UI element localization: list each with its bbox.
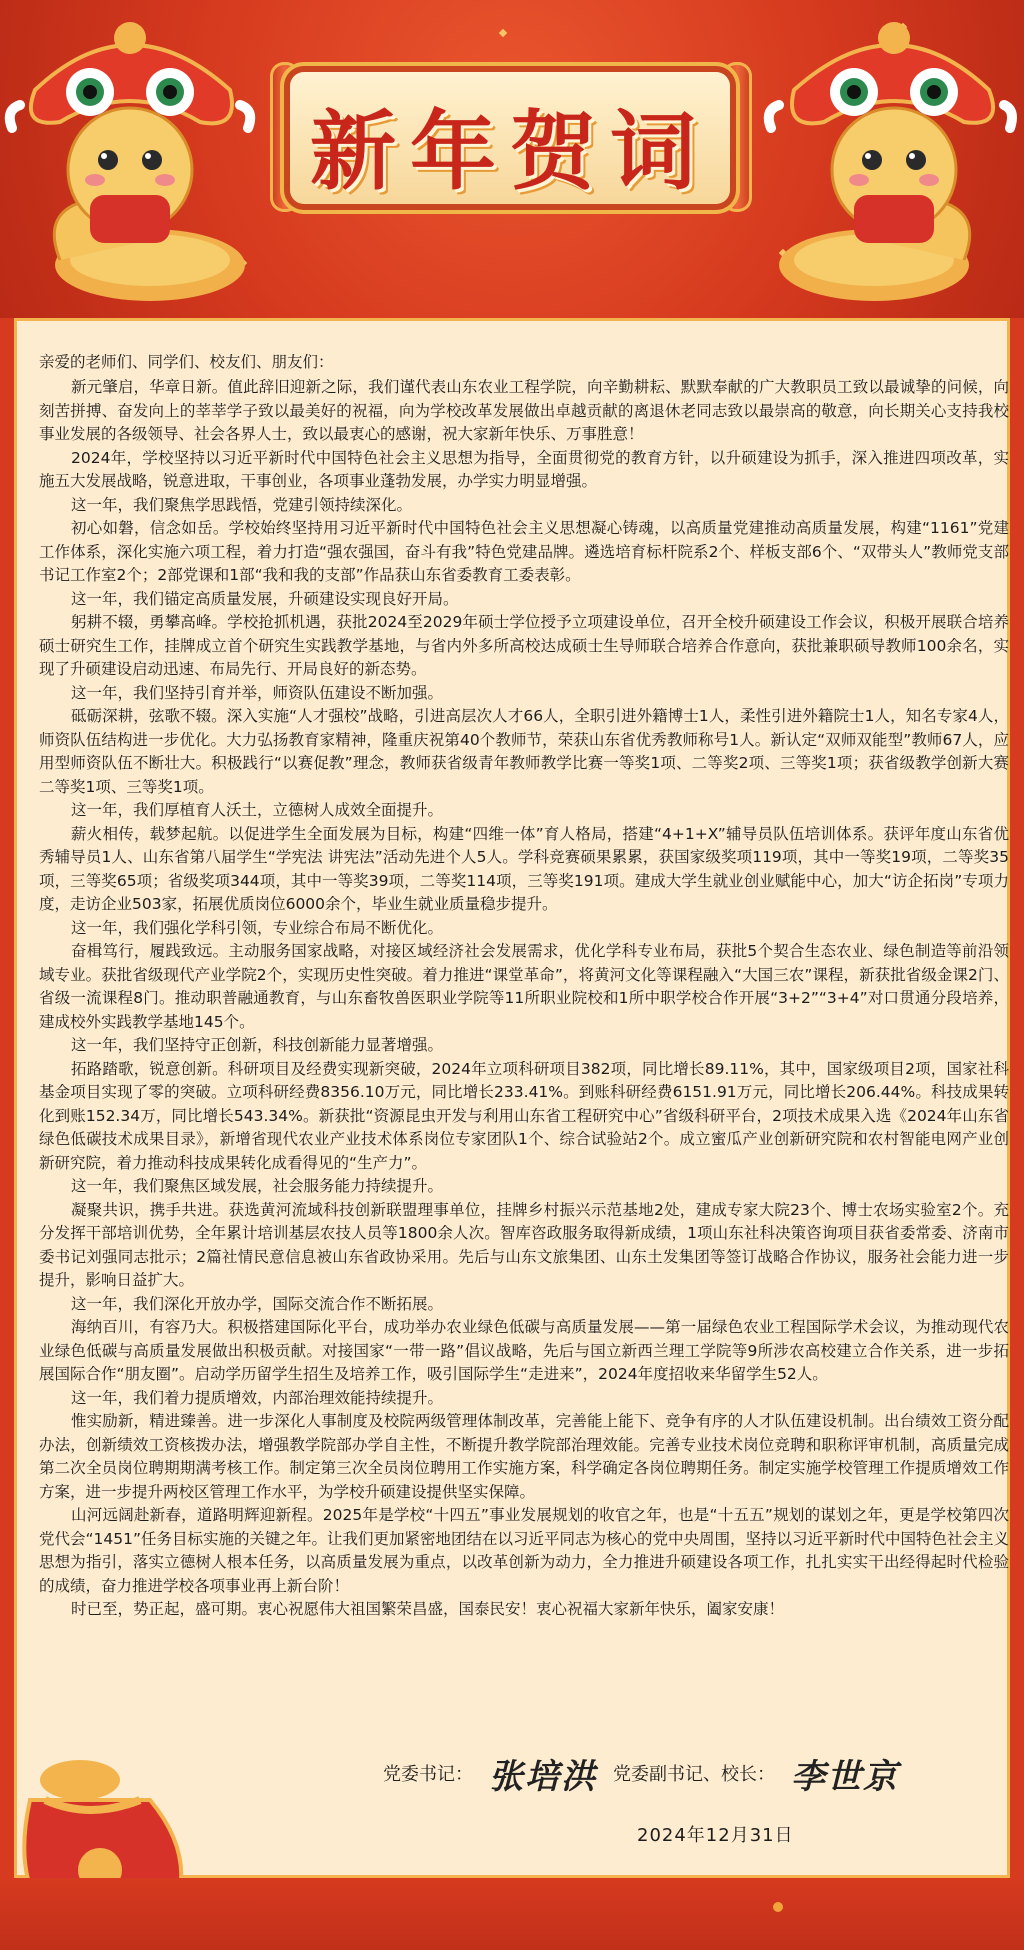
secretary-signature: 张培洪 <box>489 1756 597 1797</box>
section-heading: 这一年，我们强化学科引领，专业综合布局不断优化。 <box>71 918 444 937</box>
section-heading: 这一年，我们聚焦区域发展，社会服务能力持续提升。 <box>71 1177 444 1195</box>
letter-paragraph: 躬耕不辍，勇攀高峰。学校抢抓机遇，获批2024至2029年硕士学位授予立项建设单位，召开全校升硕建设工作会议，积极开展联合培养硕士研究生工作，挂牌成立首个研究生实践教学基地，与省内外多所高校达成硕士生导师联合培养合作意向，获批兼职硕导教师100余名，实现了升硕建设启动迅速、布局先行、开局良好的新态势。 <box>39 613 1009 678</box>
letter-paragraph: 拓路踏歌，锐意创新。科研项目及经费实现新突破，2024年立项科研项目382项，同比增长89.11%，其中，国家级项目2项，国家社科基金项目实现了零的突破。立项科研经费8356.10万元，同比增长233.41%。到账科研经费6151.91万元，同比增长206.44%。科技成果转化到账152.34万，同比增长543.34%。新获批“资源昆虫开发与利用山东省工程研究中心”省级科研平台，2项技术成果入选《2024年山东省绿色低碳技术成果目录》，新增省现代农业产业技术体系岗位专家团队1个、综合试验站2个。成立蜜瓜产业创新研究院和农村智能电网产业创新研究院，着力推动科技成果转化成看得见的“生产力”。 <box>39 1059 1009 1172</box>
letter-paragraph: 奋楫笃行，履践致远。主动服务国家战略，对接区域经济社会发展需求，优化学科专业布局，获批5个契合生态农业、绿色制造等前沿领域专业。获批省级现代产业学院2个，实现历史性突破。着力推进“课堂革命”，将黄河文化等课程融入“大国三农”课程，新获批省级金课2门、省级一流课程8门。推动职普融通教育，与山东畜牧兽医职业学院等11所职业院校和1所中职学校合作开展“3+2”“3+4”对口贯通分段培养，建成校外实践教学基地145个。 <box>39 942 1009 1031</box>
signature-row <box>383 1743 1003 1803</box>
letter-paragraph: 惟实励新，精进臻善。进一步深化人事制度及校院两级管理体制改革，完善能上能下、竞争有序的人才队伍建设机制。出台绩效工资分配办法，创新绩效工资核拨办法，增强教学院部办学自主性，不断提升教学院部治理效能。完善专业技术岗位竞聘和职称评审机制，高质量完成第二次全员岗位聘期期满考核工作。制定第三次全员岗位聘用工作实施方案，科学确定各岗位聘期任务。制定实施学校管理工作提质增效工作方案，进一步提升两校区管理工作水平，为学校升硕建设提供坚实保障。 <box>39 1412 1009 1501</box>
letter-paragraph: 初心如磐，信念如岳。学校始终坚持用习近平新时代中国特色社会主义思想凝心铸魂，以高质量党建推动高质量发展，构建“1161”党建工作体系，深化实施六项工程，着力打造“强农强国，奋斗有我”特色党建品牌。遴选培育标杆院系2个、样板支部6个、“双带头人”教师党支部书记工作室2个；2部党课和1部“我和我的支部”作品获山东省委教育工委表彰。 <box>39 519 1009 584</box>
letter-paragraph: 新元肇启，华章日新。值此辞旧迎新之际，我们谨代表山东农业工程学院，向辛勤耕耘、默默奉献的广大教职员工致以最诚挚的问候，向刻苦拼搏、奋发向上的莘莘学子致以最美好的祝福，向为学校改革发展做出卓越贡献的离退休老同志致以最崇高的敬意，向长期关心支持我校事业发展的各级领导、社会各界人士，致以最衷心的感谢，祝大家新年快乐、万事胜意！ <box>39 378 1009 443</box>
footer-band <box>0 1878 1024 1950</box>
page-title: 新年贺词 <box>310 101 710 202</box>
section-heading: 这一年，我们锚定高质量发展，升硕建设实现良好开局。 <box>71 589 459 608</box>
president-label: 党委副书记、校长： <box>613 1764 775 1785</box>
header-banner <box>0 0 1024 318</box>
section-heading: 这一年，我们聚焦学思践悟，党建引领持续深化。 <box>71 495 413 514</box>
letter-paragraph: 山河远阔赴新春，道路明辉迎新程。2025年是学校“十四五”事业发展规划的收官之年，也是“十五五”规划的谋划之年，更是学校第四次党代会“1451”任务目标实施的关键之年。让我们更加紧密地团结在以习近平同志为核心的党中央周围，坚持以习近平新时代中国特色社会主义思想为指引，落实立德树人根本任务，以高质量发展为重点，以改革创新为动力，全力推进升硕建设各项工作，扎扎实实干出经得起时代检验的成绩，奋力推进学校各项事业再上新台阶！ <box>39 1506 1010 1595</box>
section-heading: 这一年，我们厚植育人沃土，立德树人成效全面提升。 <box>71 801 444 819</box>
letter-paragraph: 2024年，学校坚持以习近平新时代中国特色社会主义思想为指导，全面贯彻党的教育方针，以升硕建设为抓手，深入推进四项改革，实施五大发展战略，锐意进取，干事创业，各项事业蓬勃发展，办学实力明显增强。 <box>39 448 1009 490</box>
letter-greeting: 亲爱的老师们、同学们、校友们、朋友们： <box>39 353 334 371</box>
president-signature: 李世京 <box>791 1756 899 1797</box>
letter-date: 2024年12月31日 <box>637 1825 794 1846</box>
secretary-label: 党委书记： <box>383 1764 473 1785</box>
letter-paragraph: 凝聚共识，携手共进。获选黄河流域科技创新联盟理事单位，挂牌乡村振兴示范基地2处，建成专家大院23个、博士农场实验室2个。充分发挥干部培训优势，全年累计培训基层农技人员等1800余人次。智库咨政服务取得新成绩，1项山东社科决策咨询项目获省委常委、济南市委书记刘强同志批示；2篇社情民意信息被山东省政协采用。先后与山东文旅集团、山东土发集团等签订战略合作协议，服务社会能力进一步提升，影响日益扩大。 <box>39 1200 1009 1289</box>
letter-paragraph: 时已至，势正起，盛可期。衷心祝愿伟大祖国繁荣昌盛，国泰民安！衷心祝福大家新年快乐，阖家安康！ <box>71 1600 785 1618</box>
section-heading: 这一年，我们着力提质增效，内部治理效能持续提升。 <box>71 1388 444 1407</box>
section-heading: 这一年，我们坚持守正创新，科技创新能力显著增强。 <box>71 1036 444 1054</box>
letter-paragraph: 海纳百川，有容乃大。积极搭建国际化平台，成功举办农业绿色低碳与高质量发展——第一届绿色农业工程国际学术会议，为推动现代农业绿色低碳与高质量发展做出积极贡献。对接国家“一带一路”倡议战略，先后与国立新西兰理工学院等9所涉农高校建立合作关系，进一步拓展国际合作“朋友圈”。启动学历留学生招生及培养工作，吸引国际学生“走进来”，2024年度招收来华留学生52人。 <box>39 1318 1009 1383</box>
letter-paragraph: 砥砺深耕，弦歌不辍。深入实施“人才强校”战略，引进高层次人才66人，全职引进外籍博士1人，柔性引进外籍院士1人，知名专家4人，师资队伍结构进一步优化。大力弘扬教育家精神，隆重庆祝第40个教师节，荣获山东省优秀教师称号1人。新认定“双师双能型”教师67人，应用型师资队伍不断壮大。积极践行“以赛促教”理念，教师获省级青年教师教学比赛一等奖1项、二等奖2项、三等奖1项；获省级教学创新大赛二等奖1项、三等奖1项。 <box>39 707 1009 796</box>
letter-panel <box>14 318 1010 1878</box>
sparkle-icon <box>499 29 507 37</box>
lion-dance-snake-right-icon <box>754 10 1024 310</box>
ornament-icon <box>773 1902 783 1912</box>
lion-dance-snake-left-icon <box>0 10 270 310</box>
section-heading: 这一年，我们坚持引育并举，师资队伍建设不断加强。 <box>71 683 444 702</box>
section-heading: 这一年，我们深化开放办学，国际交流合作不断拓展。 <box>71 1294 444 1313</box>
letter-body <box>39 376 1009 1622</box>
letter-paragraph: 薪火相传，载梦起航。以促进学生全面发展为目标，构建“四维一体”育人格局，搭建“4+1+X”辅导员队伍培训体系。获评年度山东省优秀辅导员1人、山东省第八届学生“学宪法 讲宪法”活动先进个人5人。学科竞赛硕果累累，获国家级奖项119项，其中一等奖19项，二等奖35项，三等奖65项；省级奖项344项，其中一等奖39项，二等奖114项，三等奖191项。建成大学生就业创业赋能中心，加大“访企拓岗”专项力度，走访企业503家，拓展优质岗位6000余个，毕业生就业质量稳步提升。 <box>39 824 1009 913</box>
